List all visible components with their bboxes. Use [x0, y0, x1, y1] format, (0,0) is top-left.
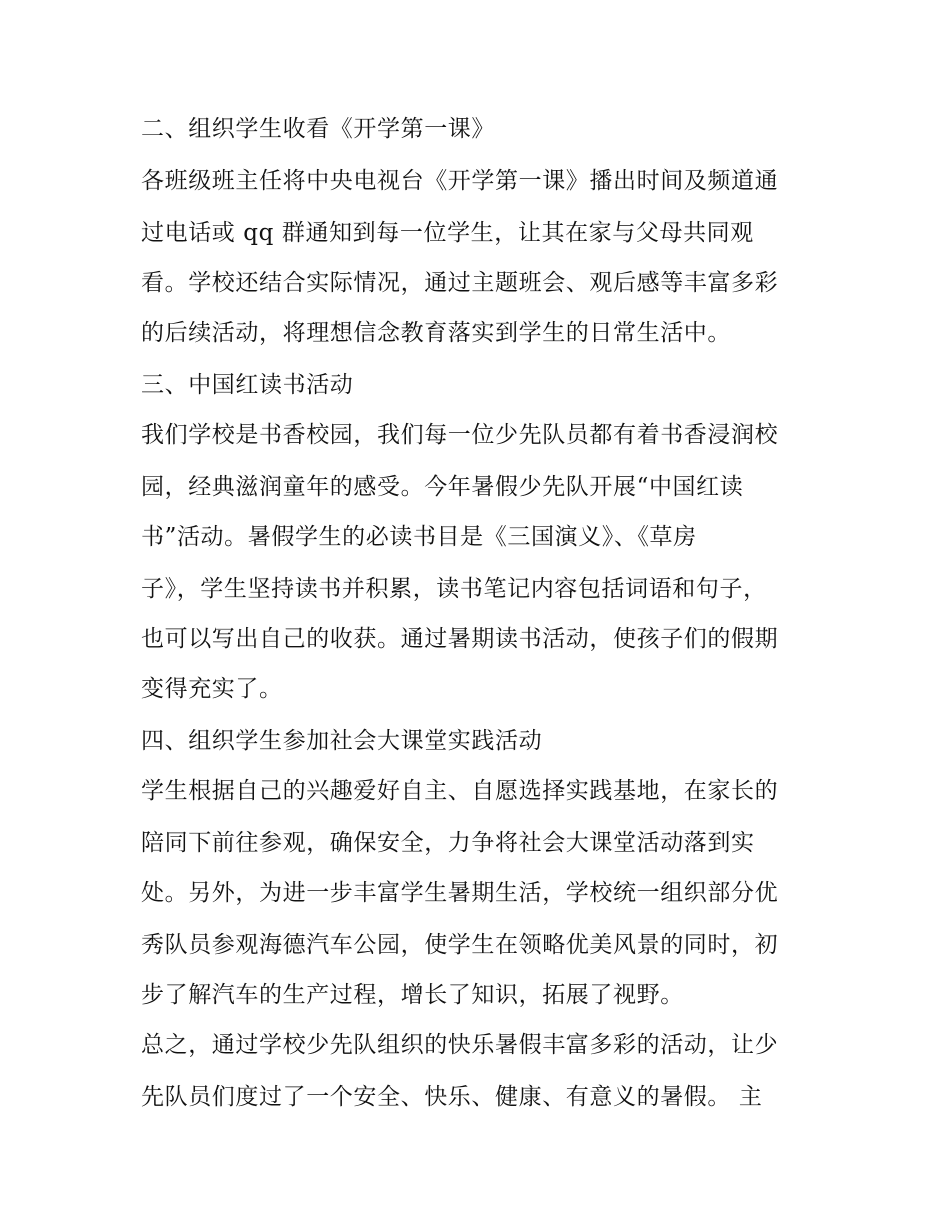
section-heading-4: 四、组织学生参加社会大课堂实践活动 — [141, 728, 543, 754]
paragraph-line: 先队员们度过了一个安全、快乐、健康、有意义的暑假。 主 — [141, 1084, 763, 1110]
paragraph-line: 秀队员参观海德汽车公园，使学生在领略优美风景的同时，初 — [141, 932, 779, 958]
paragraph-line: 看。学校还结合实际情况，通过主题班会、观后感等丰富多彩 — [141, 270, 779, 296]
paragraph-line: 园，经典滋润童年的感受。今年暑假少先队开展“中国红读 — [141, 474, 744, 500]
paragraph-line: 变得充实了。 — [141, 676, 283, 702]
paragraph-line: 我们学校是书香校园，我们每一位少先队员都有着书香浸润校 — [141, 422, 779, 448]
paragraph-line: 各班级班主任将中央电视台《开学第一课》播出时间及频道通 — [141, 168, 779, 194]
paragraph-line: 陪同下前往参观，确保安全，力争将社会大课堂活动落到实 — [141, 830, 755, 856]
paragraph-line: 总之，通过学校少先队组织的快乐暑假丰富多彩的活动，让少 — [141, 1032, 779, 1058]
paragraph-line: 也可以写出自己的收获。通过暑期读书活动，使孩子们的假期 — [141, 626, 779, 652]
paragraph-line: 过电话或 qq 群通知到每一位学生，让其在家与父母共同观 — [141, 220, 754, 246]
paragraph-line: 处。另外，为进一步丰富学生暑期生活，学校统一组织部分优 — [141, 880, 779, 906]
paragraph-line: 步了解汽车的生产过程，增长了知识，拓展了视野。 — [141, 982, 684, 1008]
section-heading-2: 二、组织学生收看《开学第一课》 — [141, 116, 495, 142]
section-heading-3: 三、中国红读书活动 — [141, 372, 354, 398]
paragraph-line: 的后续活动，将理想信念教育落实到学生的日常生活中。 — [141, 320, 731, 346]
paragraph-line: 学生根据自己的兴趣爱好自主、自愿选择实践基地，在家长的 — [141, 778, 779, 804]
paragraph-line: 书”活动。暑假学生的必读书目是《三国演义》、《草房 — [141, 524, 697, 550]
paragraph-line: 子》，学生坚持读书并积累，读书笔记内容包括词语和句子， — [141, 576, 767, 602]
